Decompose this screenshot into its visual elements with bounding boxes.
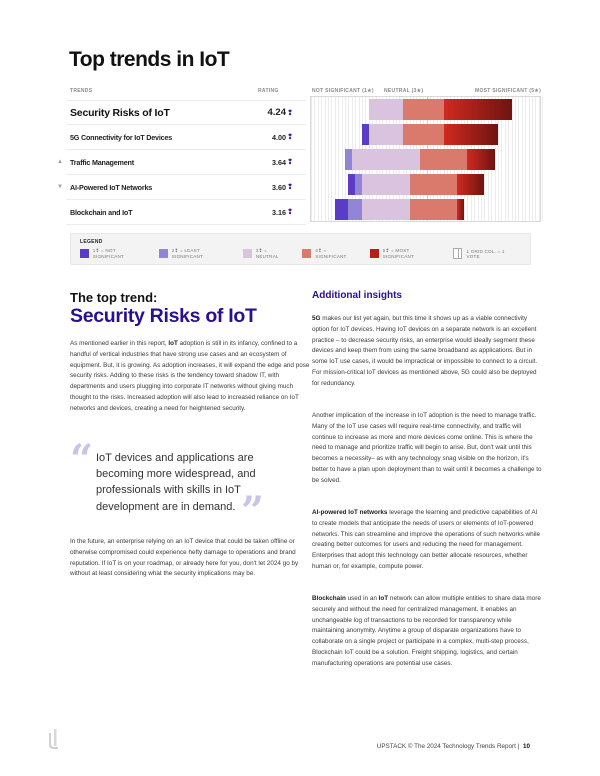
bar-segment-1-star — [335, 199, 349, 220]
rating-icon: ❢ — [287, 209, 293, 216]
trends-table — [57, 100, 306, 225]
trend-rating: 4.00 — [272, 132, 286, 142]
bar-segment-5-star — [457, 199, 464, 220]
column-header-trends: TRENDS — [70, 88, 93, 94]
grid-line — [328, 97, 329, 221]
grid-line — [529, 97, 530, 221]
legend-item — [159, 248, 231, 259]
grid-column-icon — [453, 248, 463, 259]
grid-line — [318, 97, 319, 221]
rating-icon: ❢ — [287, 109, 293, 117]
rating-icon: ❢ — [287, 159, 293, 166]
grid-line — [325, 97, 326, 221]
bar-segment-4-star — [420, 149, 468, 170]
bar-segment-4-star — [410, 174, 458, 195]
insight-paragraph: Another implication of the increase in IoT adoption is the need to manage traffic. Many of the IoT use cases will require real-time connectivity, and traffic will continue to increase as more and more devices come online. This is where the need to manage and prioritize traffic will begin to arise. But, don't wait until this becomes a necessity– as with any technology snag visible on the horizon, it's better to have a plan upon deployment than to wait until it becomes a challenge to be solved. — [312, 412, 542, 484]
pull-quote — [70, 436, 300, 535]
trend-name: Security Risks of IoT — [70, 106, 170, 119]
legend-swatch — [370, 249, 379, 258]
bar-segment-5-star — [444, 99, 512, 120]
legend-item — [80, 248, 147, 259]
scale-label-neutral: NEUTRAL (3★) — [384, 88, 424, 94]
bar-segment-4-star — [410, 199, 458, 220]
open-quote-icon: “ — [70, 436, 94, 483]
legend-label: 5❢ = MOST SIGNIFICANT — [382, 248, 415, 259]
grid-line — [515, 97, 516, 221]
legend-label: 1 GRID COL. = 1 VOTE — [466, 248, 505, 259]
body-paragraph: As mentioned earlier in this report, IoT adoption is still in its infancy, confined to a handful of vertical industries that have strong use cases and an ecosystem of equipment. But, it is growing. As adoption increases, it will expand the edge and pose security risks. Adding to these risks is the tendency toward shadow IT, with departments and users plugging into corporate IT networks without giving much thought to the risks. Increased adoption will also lead to increased reliance on IoT networks and devices, creating a need for heightened security. — [70, 340, 310, 412]
trend-name: Blockchain and IoT — [70, 207, 133, 217]
legend-swatch — [159, 249, 168, 258]
trend-rating: 4.24 — [267, 107, 286, 118]
scale-label-not-significant: NOT SIGNIFICANT (1★) — [312, 88, 374, 94]
bar-segment-5-star — [467, 149, 494, 170]
bar-segment-3-star — [369, 99, 403, 120]
trend-row — [66, 125, 306, 150]
grid-line — [522, 97, 523, 221]
legend-item — [370, 248, 441, 259]
page-title: Top trends in IoT — [69, 48, 230, 71]
legend-label: 3❢ = NEUTRAL — [255, 248, 279, 259]
footer — [377, 743, 530, 750]
quote-text: IoT devices and applications are becoming more widespread, and professionals with skills in IoT development are in demand. — [96, 452, 256, 513]
insights-title: Additional insights — [312, 290, 402, 301]
rating-icon: ❢ — [287, 184, 293, 191]
bar-segment-3-star — [369, 124, 403, 145]
trend-down-icon: ▼ — [57, 184, 63, 190]
bar-segment-4-star — [403, 124, 444, 145]
grid-line — [542, 97, 543, 221]
legend-item — [302, 248, 358, 259]
bar-segment-1-star — [362, 124, 369, 145]
trend-name: 5G Connectivity for IoT Devices — [70, 132, 173, 142]
legend-swatch — [302, 249, 311, 258]
trend-rating: 3.16 — [272, 207, 286, 217]
trend-rating: 3.60 — [272, 182, 286, 192]
bar-segment-2-star — [348, 199, 362, 220]
bar-segment-5-star — [457, 174, 484, 195]
column-header-rating: RATING — [258, 88, 279, 94]
rating-icon: ❢ — [287, 134, 293, 141]
trend-row — [57, 150, 306, 175]
grid-line — [314, 97, 315, 221]
trend-row — [57, 175, 306, 200]
upstack-logo — [46, 727, 60, 751]
page-number: 10 — [522, 743, 530, 750]
vote-distribution-chart — [310, 96, 541, 222]
scale-label-most-significant: MOST SIGNIFICANT (5★) — [475, 88, 542, 94]
grid-line — [331, 97, 332, 221]
legend-item — [453, 248, 518, 259]
section-kicker: The top trend: — [70, 290, 158, 305]
bar-segment-3-star — [352, 149, 420, 170]
legend-title: LEGEND — [80, 239, 103, 245]
grid-line — [321, 97, 322, 221]
bar-segment-2-star — [345, 149, 352, 170]
insight-paragraph: Blockchain used in an IoT network can allow multiple entities to share data more securely and without the need for centralized management. It enables an unchangeable log of transactions to be recorded for transparency while maintaining anonymity. Anytime a group of disparate organizations have to collaborate on a single project or participate in a complex, multi-step process, Blockchain IoT could be a solution. Freight shipping, logistics, and certain manufacturing operations are potential use cases. — [312, 595, 541, 667]
legend-item — [243, 248, 290, 259]
trend-rating: 3.64 — [272, 157, 286, 167]
legend-label: 1❢ = NOT SIGNIFICANT — [92, 248, 125, 259]
insight-paragraph: AI-powered IoT networks leverage the learning and predictive capabilities of AI to create models that anticipate the needs of users or elements of IoT-powered networks. This can streamline and improve the operations of such networks while creating better outcomes for users and reducing the need for management. Enterprises that adopt this technology can better allocate resources, whether human or, for example, compute power. — [312, 509, 541, 570]
trend-row — [66, 100, 306, 125]
bar-segment-3-star — [362, 199, 410, 220]
grid-line — [535, 97, 536, 221]
legend-swatch — [243, 249, 252, 258]
insight-paragraph: 5G makes our list yet again, but this time it shows up as a viable connectivity option for IoT devices. Having IoT devices on a separate network is an excellent practice – to decrease security risks, an enterprise would ideally segment these devices and keep them from using the same broadband as applications. But in some IoT use cases, it would be impractical or impossible to connect to a circuit. For mission-critical IoT devices as mentioned above, 5G could also be deployed for redundancy. — [312, 315, 538, 387]
legend-label: 4❢ = SIGNIFICANT — [315, 248, 347, 259]
section-title: Security Risks of IoT — [70, 305, 257, 327]
legend-label: 2❢ = LEAST SIGNIFICANT — [171, 248, 204, 259]
grid-line — [539, 97, 540, 221]
body-paragraph: In the future, an enterprise relying on an IoT device that could be taken offline or otherwise compromised could experience hefty damage to operations and brand reputation. If IoT is on your roadmap, or already here for you, don't let 2024 go by without at least considering what the security implications may be. — [70, 538, 299, 578]
legend-swatch — [80, 249, 89, 258]
bar-segment-3-star — [362, 174, 410, 195]
close-quote-icon: ” — [241, 488, 265, 535]
footer-text: UPSTACK © The 2024 Technology Trends Report | — [376, 743, 520, 750]
trend-name: Traffic Management — [70, 157, 134, 167]
trend-up-icon: ▲ — [57, 159, 63, 165]
grid-line — [532, 97, 533, 221]
grid-line — [518, 97, 519, 221]
grid-line — [311, 97, 312, 221]
bar-segment-4-star — [403, 99, 444, 120]
trend-name: AI-Powered IoT Networks — [70, 182, 153, 192]
bar-segment-1-star — [348, 174, 355, 195]
bar-segment-2-star — [355, 174, 362, 195]
grid-line — [525, 97, 526, 221]
bar-segment-5-star — [444, 124, 498, 145]
trend-row — [66, 200, 306, 225]
grid-line — [512, 97, 513, 221]
legend — [70, 233, 531, 265]
